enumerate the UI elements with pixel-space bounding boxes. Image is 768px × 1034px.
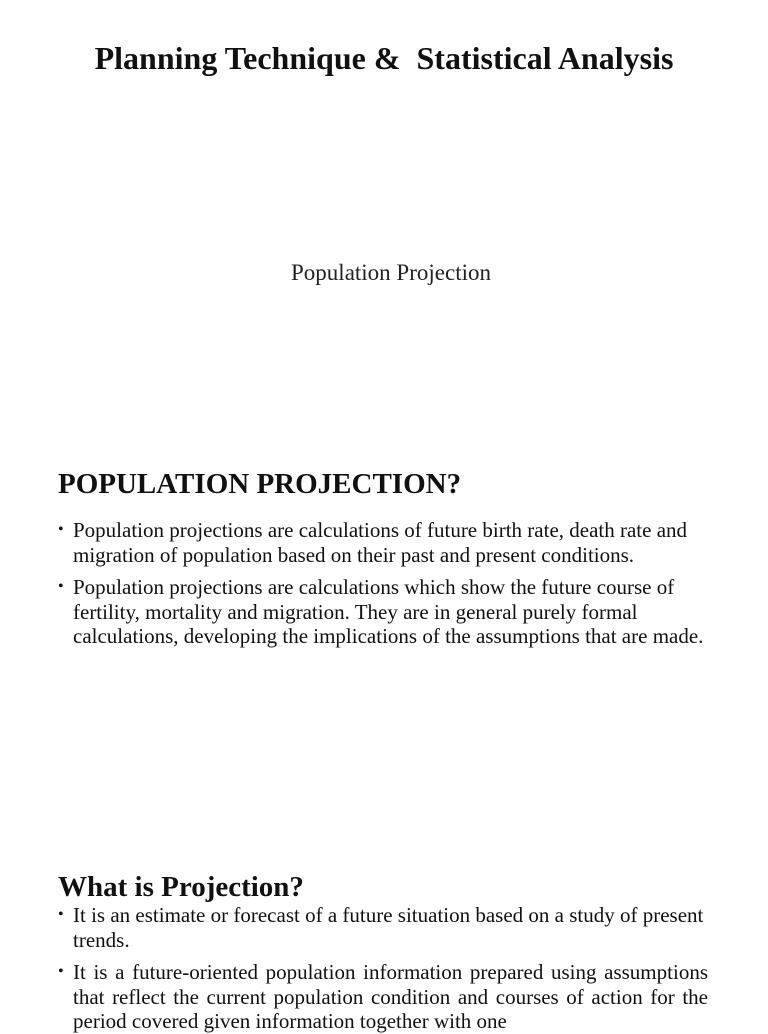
bullet-icon: • — [58, 963, 64, 980]
bullet-icon: • — [58, 521, 64, 538]
bullet-list-what-is-projection — [58, 903, 708, 1034]
bullet-text: It is an estimate or forecast of a future situation based on a study of present trends. — [73, 903, 704, 952]
bullet-text: Population projections are calculations of future birth rate, death rate and migration of population based on their past and present conditions. — [73, 518, 688, 567]
bullet-list-population-projection — [58, 518, 708, 649]
bullet-text: Population projections are calculations which show the future course of fertility, mortality and migration. They are in general purely formal calculations, developing the implications of the assumptions that are made. — [73, 575, 704, 648]
slide-title: Planning Technique & Statistical Analysis — [94, 40, 674, 76]
bullet-text: It is a future-oriented population information prepared using assumptions that reflect the current population condition and courses of action for the period covered given information together with one — [73, 960, 708, 1033]
list-item — [58, 903, 708, 952]
section-heading-what-is-projection: What is Projection? — [58, 871, 304, 903]
bullet-icon: • — [58, 906, 64, 923]
section-heading-population-projection: POPULATION PROJECTION? — [58, 468, 462, 500]
list-item — [58, 960, 708, 1034]
slide-subtitle: Population Projection — [291, 260, 491, 285]
list-item — [58, 518, 708, 567]
list-item — [58, 575, 708, 649]
bullet-icon: • — [58, 578, 64, 595]
